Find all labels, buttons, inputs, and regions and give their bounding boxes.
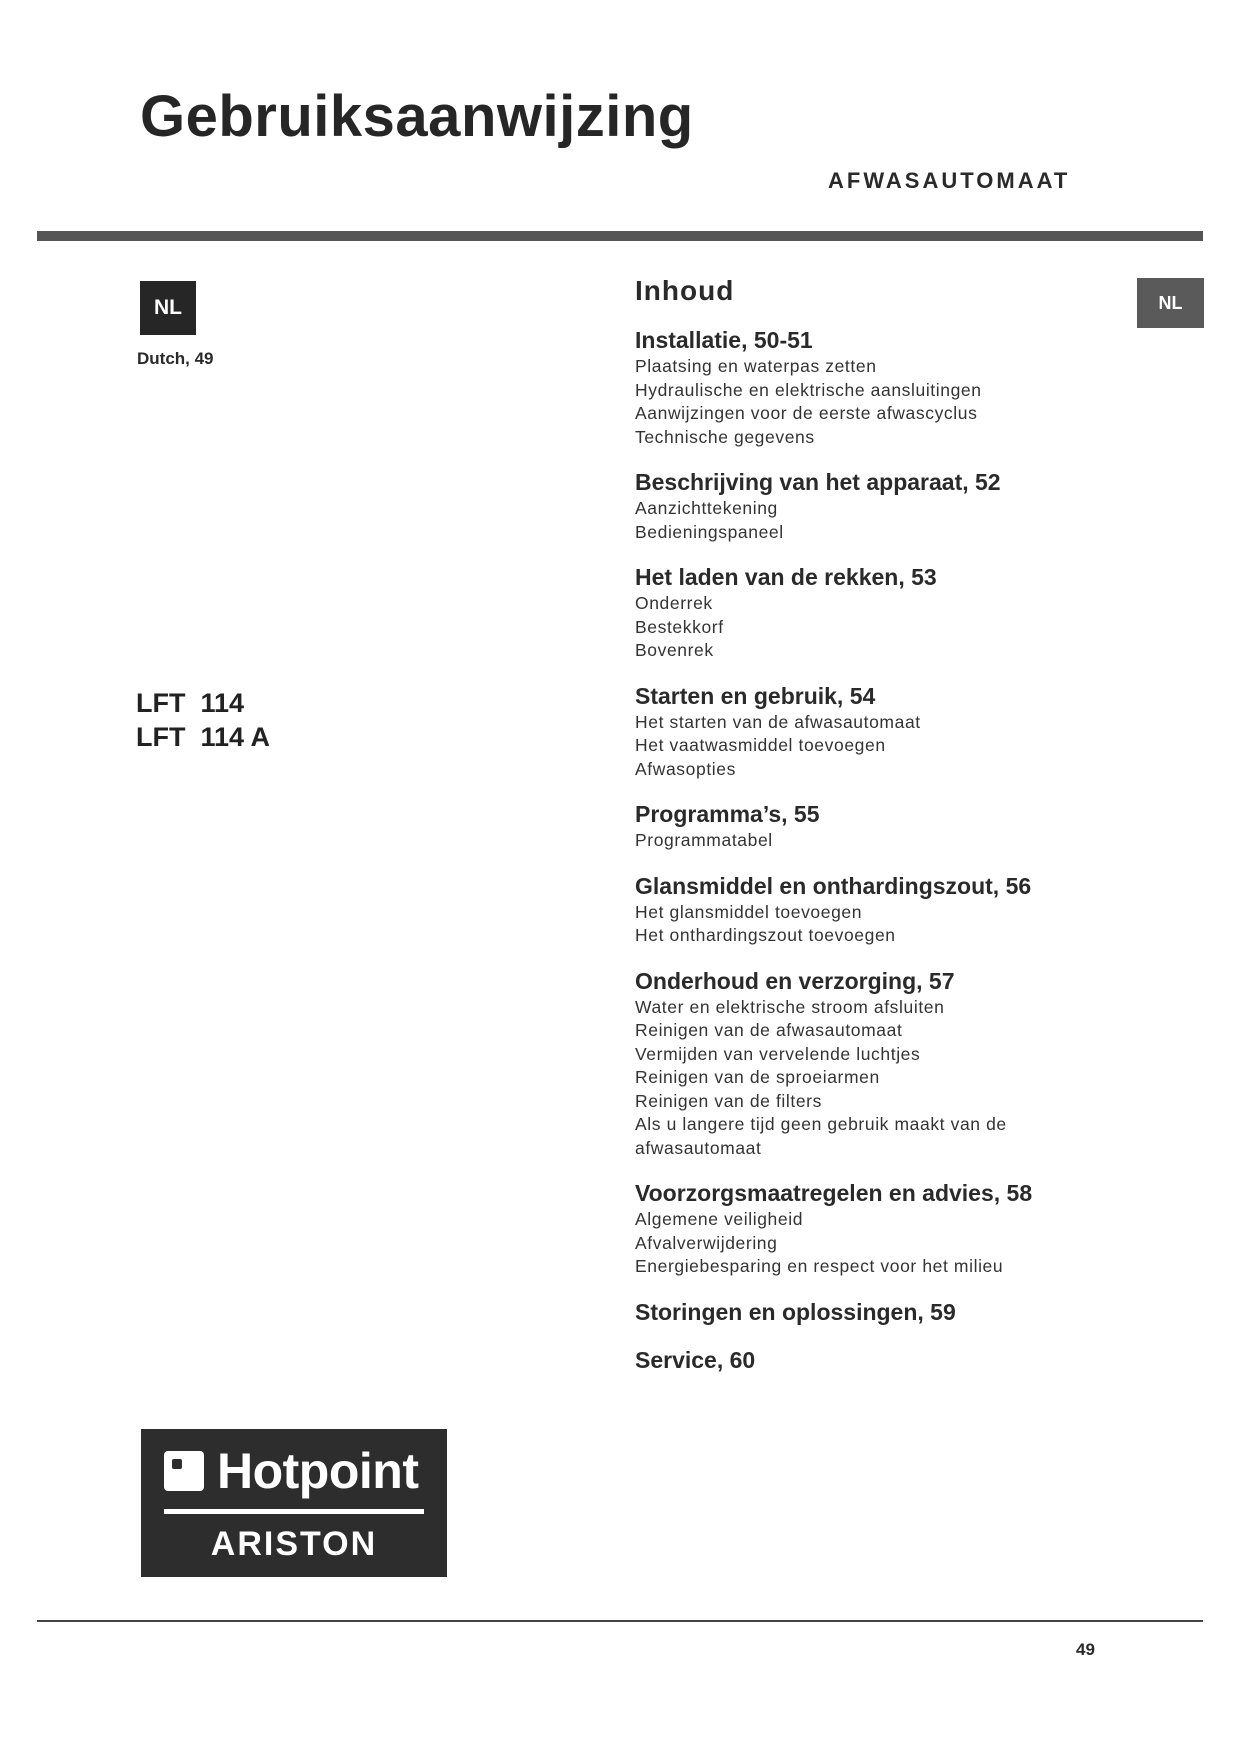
toc-item-list xyxy=(635,592,1105,663)
hotpoint-ariston-logo xyxy=(141,1429,447,1577)
toc-item[interactable]: Reinigen van de afwasautomaat xyxy=(635,1020,903,1040)
toc-item[interactable]: Het onthardingszout toevoegen xyxy=(635,925,896,945)
toc-item[interactable]: Aanzichttekening xyxy=(635,498,778,518)
toc-item[interactable]: Onderrek xyxy=(635,593,713,613)
toc-item[interactable]: Algemene veiligheid xyxy=(635,1209,804,1229)
model-name: LFT 114 xyxy=(136,688,245,718)
toc-item-list xyxy=(635,996,1105,1161)
toc-item[interactable]: Programmatabel xyxy=(635,830,773,850)
toc-section xyxy=(635,966,1105,1161)
top-divider xyxy=(37,231,1203,241)
page-title: Gebruiksaanwijzing xyxy=(140,84,694,149)
toc-item[interactable]: Bestekkorf xyxy=(635,616,724,637)
toc-section-title[interactable]: Beschrijving van het apparaat, 52 xyxy=(635,469,1001,495)
toc-section xyxy=(635,325,1105,449)
toc-item-list xyxy=(635,497,1105,544)
toc-item[interactable]: Bedieningspaneel xyxy=(635,521,784,542)
logo-divider xyxy=(164,1509,424,1514)
logo-brand-line1: Hotpoint xyxy=(217,1443,419,1499)
toc-section xyxy=(635,1178,1105,1279)
model-list xyxy=(136,686,270,754)
toc-section xyxy=(635,681,1105,782)
toc-item[interactable]: Vermijden van vervelende luchtjes xyxy=(635,1043,921,1064)
toc-section xyxy=(635,799,1105,853)
toc-item[interactable]: Het starten van de afwasautomaat xyxy=(635,711,921,732)
model-name: LFT 114 A xyxy=(136,722,271,752)
toc-section-title[interactable]: Voorzorgsmaatregelen en advies, 58 xyxy=(635,1180,1033,1206)
toc-section-title[interactable]: Service, 60 xyxy=(635,1346,756,1373)
toc-section-title[interactable]: Storingen en oplossingen, 59 xyxy=(635,1298,956,1325)
toc-item[interactable]: Bovenrek xyxy=(635,640,714,660)
toc-item[interactable]: Plaatsing en waterpas zetten xyxy=(635,356,877,376)
toc-item[interactable]: Technische gegevens xyxy=(635,426,815,447)
toc-section-title[interactable]: Starten en gebruik, 54 xyxy=(635,682,876,709)
table-of-contents xyxy=(635,273,1105,1393)
toc-section-title[interactable]: Onderhoud en verzorging, 57 xyxy=(635,967,955,994)
toc-item-list xyxy=(635,711,1105,782)
toc-section-title[interactable]: Programma’s, 55 xyxy=(635,801,820,827)
toc-item[interactable]: Afwasopties xyxy=(635,758,736,779)
language-tab[interactable]: NL xyxy=(1137,278,1204,328)
toc-item[interactable]: Water en elektrische stroom afsluiten xyxy=(635,996,945,1017)
toc-section xyxy=(635,467,1105,544)
toc-section xyxy=(635,562,1105,663)
toc-heading: Inhoud xyxy=(635,275,735,306)
toc-section-title[interactable]: Het laden van de rekken, 53 xyxy=(635,564,937,590)
language-label: Dutch, 49 xyxy=(137,349,214,368)
toc-section xyxy=(635,871,1105,948)
toc-item[interactable]: Het vaatwasmiddel toevoegen xyxy=(635,735,886,755)
bottom-divider xyxy=(37,1620,1203,1622)
product-category: AFWASAUTOMAAT xyxy=(828,168,1071,193)
logo-brand-line2: ARISTON xyxy=(210,1525,378,1563)
toc-item[interactable]: Reinigen van de sproeiarmen xyxy=(635,1067,880,1087)
toc-item-list xyxy=(635,1208,1105,1279)
toc-item[interactable]: Als u langere tijd geen gebruik maakt van de afwasautomaat xyxy=(635,1114,1007,1158)
toc-section-title[interactable]: Glansmiddel en onthardingszout, 56 xyxy=(635,872,1032,899)
toc-item[interactable]: Afvalverwijdering xyxy=(635,1232,778,1253)
toc-item[interactable]: Hydraulische en elektrische aansluitingen xyxy=(635,379,982,400)
toc-item[interactable]: Aanwijzingen voor de eerste afwascyclus xyxy=(635,403,978,423)
brand-square-icon xyxy=(164,1451,204,1491)
toc-item-list xyxy=(635,355,1105,449)
toc-section-title[interactable]: Installatie, 50-51 xyxy=(635,327,813,353)
toc-sections xyxy=(635,325,1105,1375)
toc-item-list xyxy=(635,901,1105,948)
language-badge: NL xyxy=(140,281,196,335)
toc-item-list xyxy=(635,829,1105,853)
page-number: 49 xyxy=(1076,1640,1095,1659)
toc-item[interactable]: Reinigen van de filters xyxy=(635,1090,822,1111)
toc-item[interactable]: Het glansmiddel toevoegen xyxy=(635,901,863,922)
toc-section xyxy=(635,1345,1105,1375)
toc-section xyxy=(635,1297,1105,1327)
toc-item[interactable]: Energiebesparing en respect voor het milieu xyxy=(635,1256,1004,1276)
